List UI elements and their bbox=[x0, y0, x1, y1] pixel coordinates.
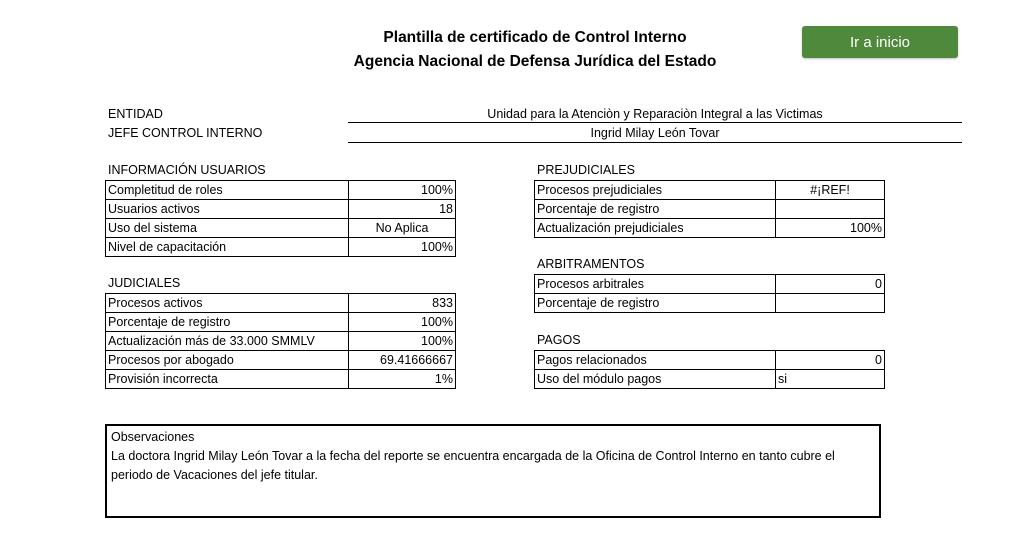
judiciales-value-actualizacion: 100% bbox=[349, 332, 456, 351]
arbitramentos-value-registro bbox=[776, 294, 885, 313]
pagos-label-relacionados: Pagos relacionados bbox=[535, 351, 776, 370]
judiciales-heading: JUDICIALES bbox=[108, 276, 181, 290]
table-row bbox=[106, 200, 456, 219]
table-row bbox=[106, 219, 456, 238]
prejudiciales-value-actualizacion: 100% bbox=[776, 219, 885, 238]
table-row bbox=[106, 370, 456, 389]
table-row bbox=[535, 219, 885, 238]
judiciales-label-registro: Porcentaje de registro bbox=[106, 313, 349, 332]
table-row bbox=[535, 351, 885, 370]
usuarios-value-capacitacion: 100% bbox=[349, 238, 456, 257]
usuarios-value-uso: No Aplica bbox=[349, 219, 456, 238]
table-row bbox=[106, 181, 456, 200]
prejudiciales-heading: PREJUDICIALES bbox=[537, 163, 635, 177]
jefe-value: Ingrid Milay León Tovar bbox=[590, 126, 720, 140]
arbitramentos-label-procesos: Procesos arbitrales bbox=[535, 275, 776, 294]
prejudiciales-label-actualizacion: Actualización prejudiciales bbox=[535, 219, 776, 238]
pagos-heading: PAGOS bbox=[537, 333, 581, 347]
judiciales-label-actualizacion: Actualización más de 33.000 SMMLV bbox=[106, 332, 349, 351]
arbitramentos-label-registro: Porcentaje de registro bbox=[535, 294, 776, 313]
table-row bbox=[106, 332, 456, 351]
usuarios-heading: INFORMACIÓN USUARIOS bbox=[108, 163, 266, 177]
table-row bbox=[106, 238, 456, 257]
prejudiciales-value-registro bbox=[776, 200, 885, 219]
entidad-label: ENTIDAD bbox=[108, 107, 163, 121]
judiciales-label-abogado: Procesos por abogado bbox=[106, 351, 349, 370]
table-row bbox=[535, 275, 885, 294]
observaciones-label: Observaciones bbox=[111, 430, 195, 444]
prejudiciales-label-registro: Porcentaje de registro bbox=[535, 200, 776, 219]
pagos-table bbox=[534, 350, 885, 389]
judiciales-label-activos: Procesos activos bbox=[106, 294, 349, 313]
pagos-value-relacionados: 0 bbox=[776, 351, 885, 370]
judiciales-value-activos: 833 bbox=[349, 294, 456, 313]
usuarios-value-roles: 100% bbox=[349, 181, 456, 200]
entidad-underline bbox=[348, 122, 962, 123]
table-row bbox=[106, 351, 456, 370]
judiciales-value-registro: 100% bbox=[349, 313, 456, 332]
arbitramentos-heading: ARBITRAMENTOS bbox=[537, 257, 645, 271]
prejudiciales-table bbox=[534, 180, 885, 238]
usuarios-label-uso: Uso del sistema bbox=[106, 219, 349, 238]
observaciones-text: La doctora Ingrid Milay León Tovar a la fecha del reporte se encuentra encargada de la Oficina de Control Interno en tanto cubre el periodo de Vacaciones del jefe titular. bbox=[111, 449, 835, 482]
usuarios-table bbox=[105, 180, 456, 257]
table-row bbox=[535, 200, 885, 219]
pagos-label-modulo: Uso del módulo pagos bbox=[535, 370, 776, 389]
arbitramentos-table bbox=[534, 274, 885, 313]
judiciales-label-provision: Provisión incorrecta bbox=[106, 370, 349, 389]
judiciales-value-provision: 1% bbox=[349, 370, 456, 389]
arbitramentos-value-procesos: 0 bbox=[776, 275, 885, 294]
table-row bbox=[106, 294, 456, 313]
table-row bbox=[106, 313, 456, 332]
usuarios-label-activos: Usuarios activos bbox=[106, 200, 349, 219]
jefe-label: JEFE CONTROL INTERNO bbox=[108, 126, 263, 140]
page-title: Plantilla de certificado de Control Interno bbox=[383, 29, 687, 46]
entidad-value: Unidad para la Atenciòn y Reparaciòn Integral a las Victimas bbox=[487, 107, 823, 121]
jefe-underline bbox=[348, 142, 962, 143]
table-row bbox=[535, 370, 885, 389]
prejudiciales-label-procesos: Procesos prejudiciales bbox=[535, 181, 776, 200]
table-row bbox=[535, 181, 885, 200]
judiciales-value-abogado: 69.41666667 bbox=[349, 351, 456, 370]
judiciales-table bbox=[105, 293, 456, 389]
home-button[interactable]: Ir a inicio bbox=[802, 26, 958, 58]
prejudiciales-value-procesos: #¡REF! bbox=[776, 181, 885, 200]
usuarios-label-roles: Completitud de roles bbox=[106, 181, 349, 200]
usuarios-value-activos: 18 bbox=[349, 200, 456, 219]
table-row bbox=[535, 294, 885, 313]
usuarios-label-capacitacion: Nivel de capacitación bbox=[106, 238, 349, 257]
page-subtitle: Agencia Nacional de Defensa Jurídica del Estado bbox=[353, 53, 717, 70]
pagos-value-modulo: si bbox=[776, 370, 885, 389]
observaciones-box bbox=[105, 424, 881, 518]
